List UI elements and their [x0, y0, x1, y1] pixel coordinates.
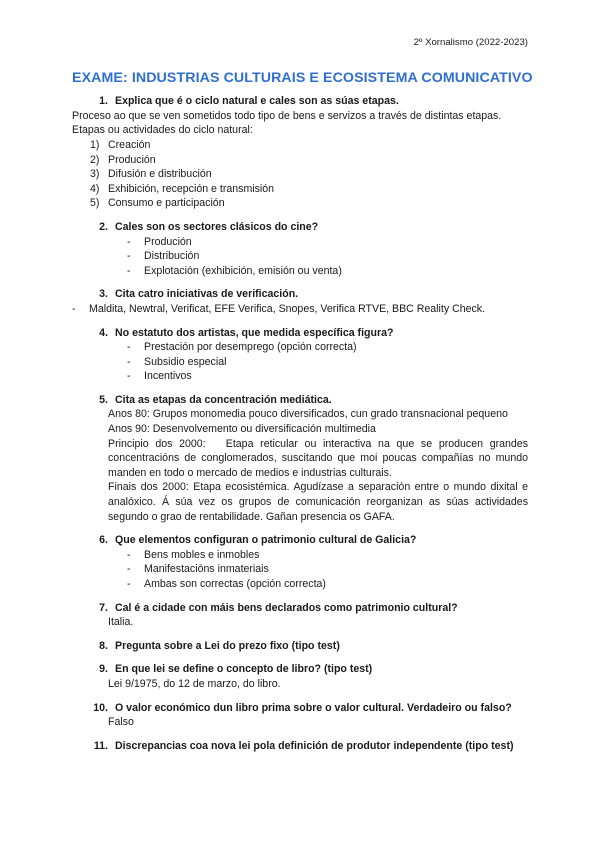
list-item: 2) Produción — [90, 153, 156, 166]
question-number: 3. — [99, 288, 108, 301]
list-item: - Distribución — [127, 250, 200, 263]
question-text: Pregunta sobre a Lei do prezo fixo (tipo test) — [115, 639, 340, 652]
question-text: Cita catro iniciativas de verificación. — [115, 288, 299, 301]
question-text: O valor económico dun libro prima sobre o valor cultural. Verdadeiro ou falso? — [115, 701, 512, 714]
answer-text: Anos 80: Grupos monomedia pouco diversificados, cun grado transnacional pequeno — [108, 408, 508, 421]
list-item: 5) Consumo e participación — [90, 197, 225, 210]
question-text: Que elementos configuran o patrimonio cultural de Galicia? — [115, 534, 417, 547]
question-6 — [72, 533, 528, 548]
list-item: - Subsidio especial — [127, 355, 227, 368]
question-number: 7. — [99, 601, 108, 614]
answer-block — [72, 407, 531, 524]
question-text: Discrepancias coa nova lei pola definición de produtor independente (tipo test) — [115, 739, 514, 752]
exam-title: EXAME: INDUSTRIAS CULTURAIS E ECOSISTEMA COMUNICATIVO — [72, 69, 533, 86]
list-item: - Maldita, Newtral, Verificat, EFE Verifica, Snopes, Verifica RTVE, BBC Reality Check. — [72, 302, 486, 315]
question-number: 10. — [93, 701, 108, 714]
list-item: 3) Difusión e distribución — [90, 168, 212, 181]
question-text: En que lei se define o concepto de libro? (tipo test) — [115, 663, 373, 676]
answer-text: Proceso ao que se ven sometidos todo tipo de bens e servizos a través de distintas etapas. — [72, 109, 502, 122]
answer-text: Lei 9/1975, do 12 de marzo, do libro. — [108, 677, 281, 690]
list-item: - Prestación por desemprego (opción correcta) — [127, 341, 357, 354]
list-item: - Incentivos — [127, 370, 192, 383]
course-header: 2º Xornalismo (2022-2023) — [413, 37, 528, 48]
answer-text: Italia. — [108, 616, 134, 629]
list-item: - Ambas son correctas (opción correcta) — [127, 578, 326, 590]
question-3 — [72, 287, 528, 302]
question-text: Cal é a cidade con máis bens declarados como patrimonio cultural? — [115, 601, 458, 614]
question-2 — [72, 220, 528, 235]
question-7 — [72, 601, 528, 616]
question-8 — [72, 639, 528, 654]
question-number: 11. — [93, 739, 108, 752]
list-item: 4) Exhibición, recepción e transmisión — [90, 182, 275, 195]
list-item: - Bens mobles e inmobles — [127, 548, 260, 561]
question-1 — [72, 94, 528, 109]
question-number: 1. — [99, 95, 108, 108]
question-5 — [72, 393, 528, 408]
question-text: No estatuto dos artistas, que medida específica figura? — [115, 326, 394, 339]
answer-text: Principio dos 2000: Etapa reticular ou interactiva na que se producen grandes concentracións de conglomerados, suscitando que moi poucas compañías no mundo manden en todo o mercado de medios e industrias culturais. — [108, 437, 531, 479]
question-number: 6. — [99, 534, 108, 547]
question-text: Cita as etapas da concentración mediática. — [115, 393, 332, 406]
question-11 — [72, 739, 528, 754]
question-number: 9. — [99, 663, 108, 676]
list-item: 1) Creación — [90, 138, 151, 151]
question-number: 4. — [99, 326, 108, 339]
answer-text: Finais dos 2000: Etapa ecosistémica. Agudízase a separación entre o mundo dixital e analóxico. Á súa vez os grupos de comunicación reorganizan as súas actividades segundo o grao de rentabilidade. Gañan presencia os GAFA. — [108, 481, 528, 523]
question-10 — [72, 701, 528, 716]
question-9 — [72, 662, 528, 677]
question-4 — [72, 326, 528, 341]
question-text: Cales son os sectores clásicos do cine? — [115, 220, 319, 233]
list-item: - Manifestacións inmateriais — [127, 563, 269, 576]
question-number: 8. — [99, 639, 108, 652]
answer-text: Etapas ou actividades do ciclo natural: — [72, 124, 253, 137]
question-text: Explica que é o ciclo natural e cales son as súas etapas. — [115, 95, 399, 108]
question-number: 2. — [99, 220, 108, 233]
list-item: - Produción — [127, 235, 192, 248]
question-number: 5. — [99, 393, 108, 406]
answer-text: Falso — [108, 716, 134, 729]
list-item: - Explotación (exhibición, emisión ou venta) — [127, 264, 342, 277]
answer-text: Anos 90: Desenvolvemento ou diversificación multimedia — [108, 423, 376, 436]
